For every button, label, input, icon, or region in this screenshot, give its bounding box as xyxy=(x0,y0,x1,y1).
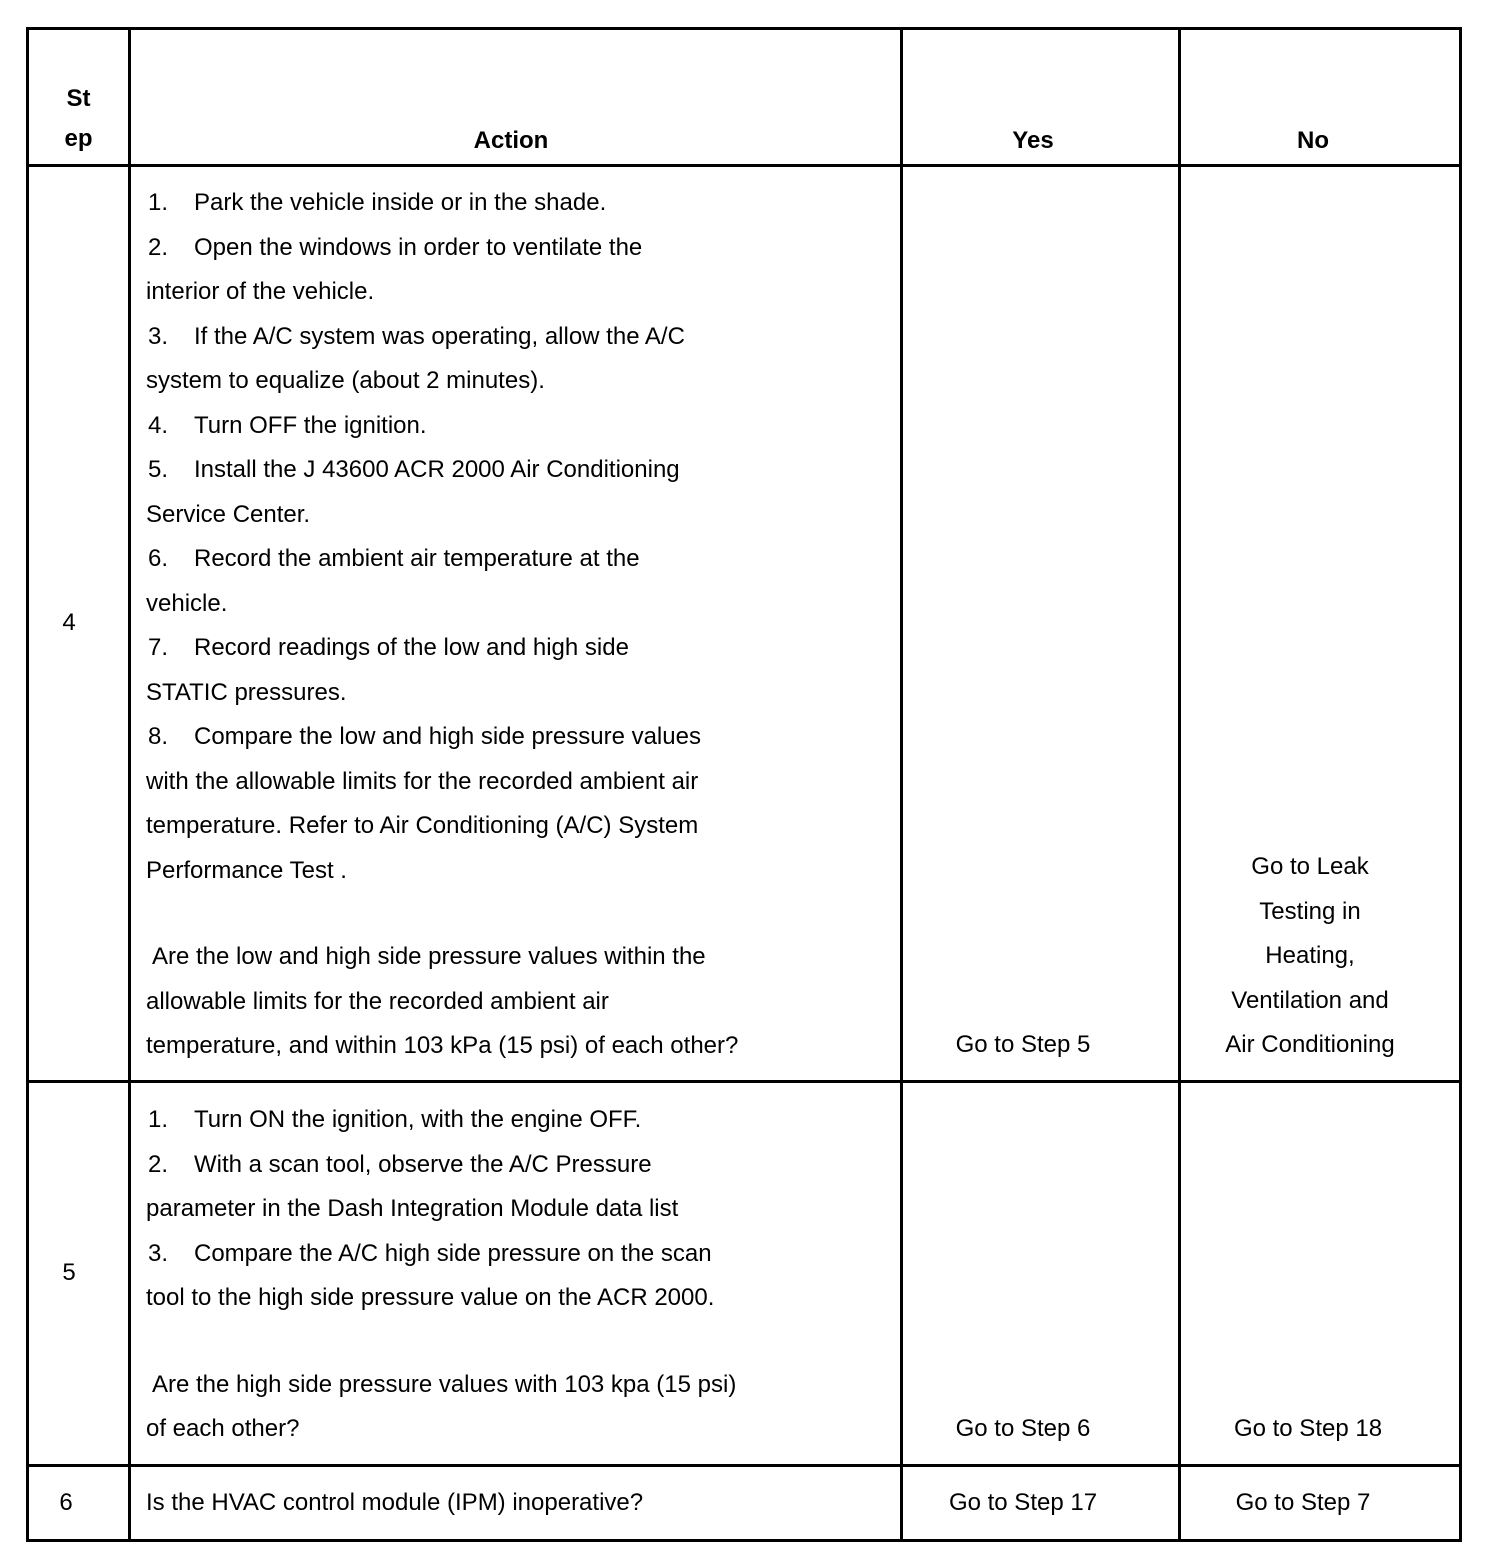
yes-cell-step-4: Go to Step 5 xyxy=(955,1031,1091,1058)
step-number-4: 4 xyxy=(62,609,76,636)
diagnostic-table xyxy=(26,27,1462,1542)
question-line: Are the high side pressure values with 103 kpa (15 psi) xyxy=(152,1370,737,1398)
step-text: With a scan tool, observe the A/C Pressure xyxy=(194,1150,652,1178)
header-no: No xyxy=(1297,127,1329,154)
action-cell-step-6: Is the HVAC control module (IPM) inoperative? xyxy=(146,1489,644,1516)
action-step-4-3 xyxy=(146,315,896,360)
table-border-bottom xyxy=(26,1539,1462,1542)
header-step-line1: St xyxy=(66,85,91,112)
step-index: 3. xyxy=(148,1239,169,1267)
no-cell-step-5: Go to Step 18 xyxy=(1233,1415,1383,1442)
step-number-5: 5 xyxy=(62,1259,76,1286)
step-text: Record readings of the low and high side xyxy=(194,634,629,661)
action-step-5-2 xyxy=(146,1143,896,1188)
column-divider-step xyxy=(128,27,131,1542)
step-index: 7. xyxy=(148,634,169,661)
step-continuation: tool to the high side pressure value on the ACR 2000. xyxy=(146,1284,715,1311)
action-step-4-7 xyxy=(146,626,896,671)
step-continuation: system to equalize (about 2 minutes). xyxy=(146,367,545,394)
action-step-4-5 xyxy=(146,448,896,493)
no-cell-step-4 xyxy=(1181,845,1439,1068)
step-continuation: vehicle. xyxy=(146,589,228,617)
step-index: 1. xyxy=(148,1106,169,1133)
header-action: Action xyxy=(473,127,549,154)
step-continuation: STATIC pressures. xyxy=(146,678,347,706)
no-cell-step-6: Go to Step 7 xyxy=(1235,1489,1371,1516)
question-line: Are the low and high side pressure values within the xyxy=(152,943,706,970)
step-text: Turn ON the ignition, with the engine OFF. xyxy=(194,1106,642,1133)
step-continuation: parameter in the Dash Integration Module data list xyxy=(146,1195,679,1222)
step-text: Install the J 43600 ACR 2000 Air Conditioning xyxy=(194,456,680,483)
step-index: 2. xyxy=(148,1150,169,1178)
step-text: Park the vehicle inside or in the shade. xyxy=(194,189,607,216)
step-continuation: interior of the vehicle. xyxy=(146,278,375,305)
question-line: allowable limits for the recorded ambient air xyxy=(146,987,609,1015)
table-border-top xyxy=(26,27,1462,30)
header-step xyxy=(29,79,128,159)
action-step-5-3 xyxy=(146,1232,896,1277)
no-line: Air Conditioning xyxy=(1225,1031,1395,1058)
step-text: Turn OFF the ignition. xyxy=(194,411,427,439)
step-text: Compare the A/C high side pressure on the scan xyxy=(194,1239,712,1267)
action-step-4-8 xyxy=(146,715,896,760)
step-text: Record the ambient air temperature at the xyxy=(194,545,640,572)
step-continuation: Service Center. xyxy=(146,500,311,528)
header-step-line2: ep xyxy=(64,125,93,152)
row-divider-5-6 xyxy=(26,1464,1462,1467)
question-line: of each other? xyxy=(146,1415,300,1442)
action-cell-step-4 xyxy=(146,181,896,1069)
step-index: 5. xyxy=(148,456,169,483)
no-line: Heating, xyxy=(1265,942,1355,969)
no-line: Testing in xyxy=(1259,897,1361,925)
yes-cell-step-6: Go to Step 17 xyxy=(948,1489,1098,1516)
step-index: 4. xyxy=(148,411,169,439)
step-index: 1. xyxy=(148,189,169,216)
row-divider-4-5 xyxy=(26,1080,1462,1083)
step-index: 2. xyxy=(148,233,169,261)
step-number-6: 6 xyxy=(59,1489,73,1516)
no-line: Go to Leak xyxy=(1251,853,1369,880)
no-line: Ventilation and xyxy=(1231,986,1389,1014)
action-cell-step-5 xyxy=(146,1098,896,1452)
step-index: 3. xyxy=(148,322,169,350)
step-continuation: temperature. Refer to Air Conditioning (A/C) System xyxy=(146,812,699,839)
step-text: Open the windows in order to ventilate the xyxy=(194,233,643,261)
action-step-4-2 xyxy=(146,226,896,271)
step-text: If the A/C system was operating, allow the A/C xyxy=(194,322,685,350)
action-step-4-4 xyxy=(146,404,896,449)
table-border-left xyxy=(26,27,29,1542)
action-step-4-1 xyxy=(146,181,896,226)
step-index: 6. xyxy=(148,545,169,572)
header-yes: Yes xyxy=(1012,127,1054,154)
question-line: temperature, and within 103 kPa (15 psi) of each other? xyxy=(146,1032,739,1059)
column-divider-yes xyxy=(1178,27,1181,1542)
action-step-5-1 xyxy=(146,1098,896,1143)
table-border-right xyxy=(1459,27,1462,1542)
header-divider xyxy=(26,164,1462,167)
action-step-4-6 xyxy=(146,537,896,582)
step-continuation: with the allowable limits for the recorded ambient air xyxy=(146,767,699,795)
column-divider-action xyxy=(900,27,903,1542)
step-index: 8. xyxy=(148,723,169,750)
step-continuation: Performance Test . xyxy=(146,856,347,884)
yes-cell-step-5: Go to Step 6 xyxy=(955,1415,1091,1442)
step-text: Compare the low and high side pressure values xyxy=(194,723,701,750)
